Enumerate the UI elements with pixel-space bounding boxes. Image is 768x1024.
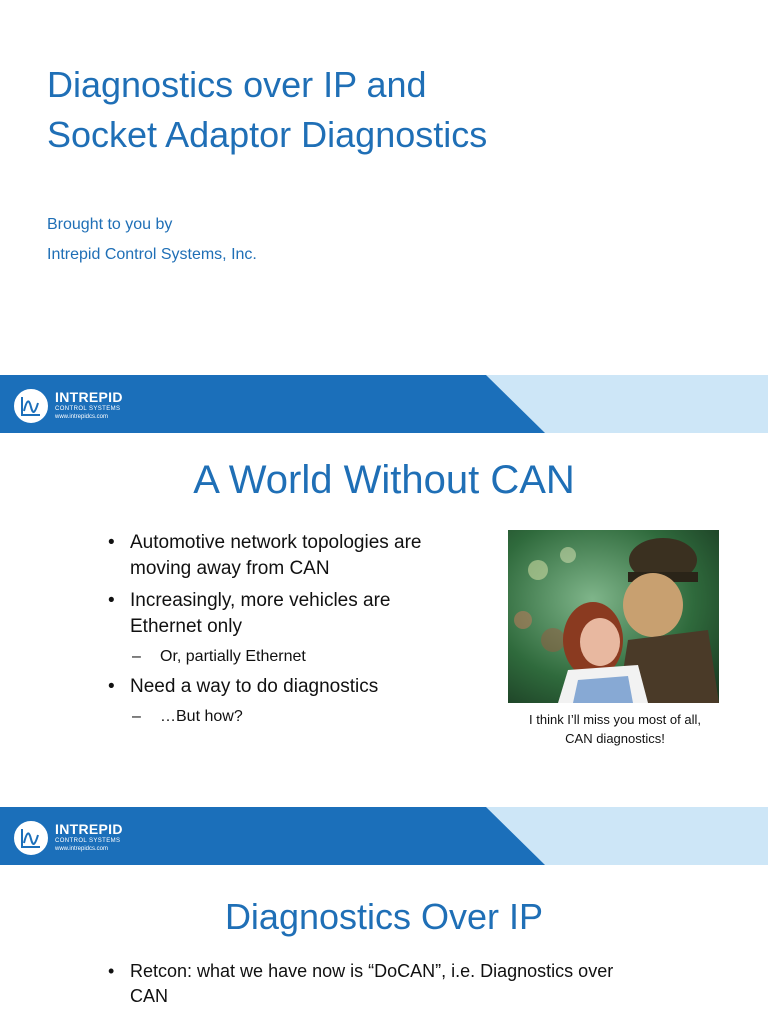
brought-by-text: Brought to you by: [47, 216, 173, 233]
bullet-list: [108, 530, 448, 734]
sub-bullet-item: – Or, partially Ethernet: [108, 646, 448, 668]
bullet-item: • Increasingly, more vehicles are Ethernet only: [108, 588, 448, 640]
sub-bullet-item: – …But how?: [108, 706, 448, 728]
movie-still-image: [508, 530, 719, 703]
brand-tagline: CONTROL SYSTEMS: [55, 838, 121, 844]
brand-name: INTREPID: [55, 389, 123, 405]
presentation-title: [47, 60, 487, 160]
slide-title: A World Without CAN: [193, 458, 575, 502]
bullet-item: • Automotive network topologies are moving away from CAN: [108, 530, 448, 582]
bullet-item: • Retcon: what we have now is “DoCAN”, i.e. Diagnostics over CAN: [108, 959, 648, 1009]
diagnostics-over-ip-slide: [0, 807, 768, 1024]
brand-tagline: CONTROL SYSTEMS: [55, 406, 121, 412]
bullet-list: [108, 959, 648, 1015]
brand-name: INTREPID: [55, 821, 123, 837]
title-slide: [0, 0, 768, 375]
title-line-1: Diagnostics over IP and: [47, 64, 427, 105]
world-without-can-slide: [0, 375, 768, 807]
caption-line-1: I think I’ll miss you most of all,: [529, 712, 701, 727]
slide-title: Diagnostics Over IP: [224, 896, 544, 937]
image-caption: [500, 710, 730, 748]
title-line-2: Socket Adaptor Diagnostics: [47, 114, 488, 155]
brand-url: www.intrepidcs.com: [55, 846, 109, 852]
brand-url: www.intrepidcs.com: [55, 414, 109, 420]
company-name: Intrepid Control Systems, Inc.: [47, 246, 257, 263]
subtitle: [47, 210, 257, 270]
bullet-item: • Need a way to do diagnostics: [108, 674, 448, 700]
caption-line-2: CAN diagnostics!: [565, 731, 665, 746]
